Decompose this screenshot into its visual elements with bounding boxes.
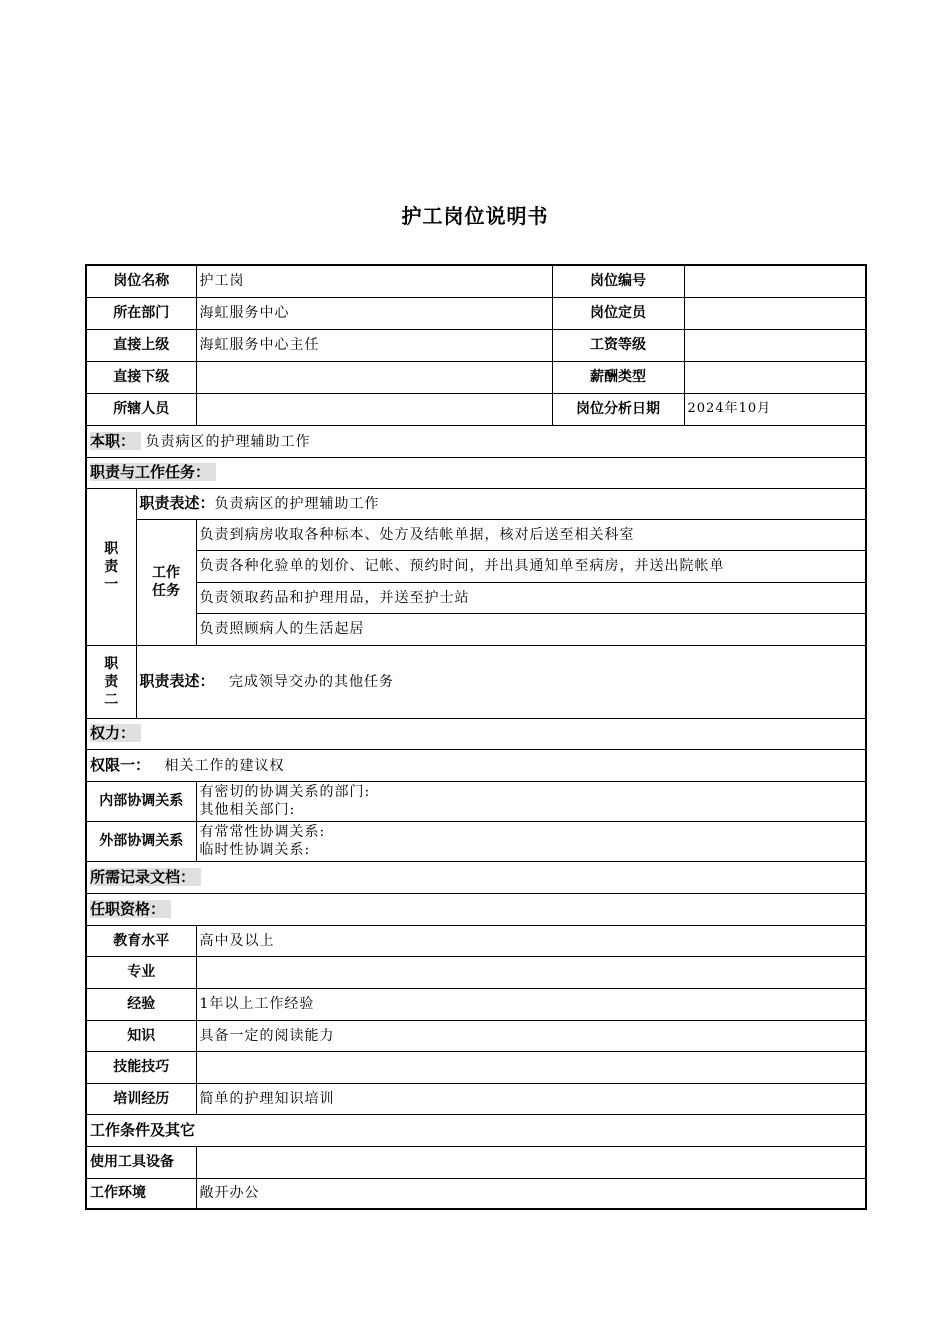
job-description-table: [85, 264, 867, 1210]
dept-label: 所在部门: [86, 297, 196, 329]
row-education: [86, 925, 866, 956]
r1-label-char: 责: [104, 558, 119, 575]
row-authority-header: [86, 718, 866, 749]
row-conditions-header: [86, 1114, 866, 1146]
row-r1-desc: [86, 488, 866, 519]
row-post-name: [86, 265, 866, 297]
skills-label: 技能技巧: [86, 1051, 196, 1083]
environment-value: 敞开办公: [196, 1178, 866, 1209]
qualifications-header-cell: [86, 893, 866, 925]
quota-value: [684, 297, 866, 329]
external-coordination-cell: [196, 821, 866, 861]
training-label: 培训经历: [86, 1083, 196, 1114]
row-major: [86, 956, 866, 988]
subordinate-label: 直接下级: [86, 361, 196, 393]
duty-label: 本职：: [90, 432, 141, 450]
internal-coordination-line: 有密切的协调关系的部门:: [199, 784, 371, 800]
authority-limit-text: 相关工作的建议权: [164, 757, 285, 774]
superior-value: 海虹服务中心主任: [196, 329, 552, 361]
superior-label: 直接上级: [86, 329, 196, 361]
row-r1-task: [86, 613, 866, 645]
r1-label-char: 一: [104, 576, 119, 593]
row-r1-task: [86, 519, 866, 550]
external-coordination-label: 外部协调关系: [86, 821, 196, 861]
staff-value: [196, 393, 552, 425]
external-coordination-line: 有常常性协调关系:: [199, 824, 326, 840]
qualifications-header: 任职资格：: [90, 900, 171, 918]
tools-value: [196, 1146, 866, 1178]
r1-tasks-label: [136, 519, 196, 645]
r2-desc-label: 职责表述：: [139, 672, 215, 690]
row-training: [86, 1083, 866, 1114]
row-qualifications-header: [86, 893, 866, 925]
experience-value: 1年以上工作经验: [196, 988, 866, 1020]
wage-grade-label: 工资等级: [552, 329, 684, 361]
r1-task-item: 负责到病房收取各种标本、处方及结帐单据，核对后送至相关科室: [196, 519, 866, 550]
r2-label-char: 二: [104, 691, 119, 708]
row-dept: [86, 297, 866, 329]
row-duty: [86, 425, 866, 457]
r1-task-item: 负责领取药品和护理用品，并送至护士站: [196, 582, 866, 613]
quota-label: 岗位定员: [552, 297, 684, 329]
knowledge-value: 具备一定的阅读能力: [196, 1020, 866, 1051]
row-external-coordination: [86, 821, 866, 861]
r1-desc-label: 职责表述：: [139, 494, 215, 512]
r2-desc-text: 完成领导交办的其他任务: [228, 674, 394, 690]
external-coordination-line: 临时性协调关系:: [199, 842, 311, 858]
authority-limit-cell: [86, 749, 866, 781]
duty-cell: [86, 425, 866, 457]
internal-coordination-line: 其他相关部门:: [199, 802, 296, 818]
r1-desc-text: 负责病区的护理辅助工作: [214, 496, 380, 512]
pay-type-label: 薪酬类型: [552, 361, 684, 393]
authority-header: 权力：: [90, 724, 141, 742]
tools-label: 使用工具设备: [86, 1146, 196, 1178]
r1-task-item: 负责各种化验单的划价、记帐、预约时间，并出具通知单至病房，并送出院帐单: [196, 550, 866, 582]
row-tools: [86, 1146, 866, 1178]
skills-value: [196, 1051, 866, 1083]
post-code-label: 岗位编号: [552, 265, 684, 297]
responsibilities-header-cell: [86, 457, 866, 488]
education-value: 高中及以上: [196, 925, 866, 956]
pay-type-value: [684, 361, 866, 393]
environment-label: 工作环境: [86, 1178, 196, 1209]
row-responsibilities-header: [86, 457, 866, 488]
row-superior: [86, 329, 866, 361]
r1-task-item: 负责照顾病人的生活起居: [196, 613, 866, 645]
row-r1-task: [86, 582, 866, 613]
r2-label-char: 责: [104, 673, 119, 690]
staff-label: 所辖人员: [86, 393, 196, 425]
dept-value: 海虹服务中心: [196, 297, 552, 329]
row-staff: [86, 393, 866, 425]
row-environment: [86, 1178, 866, 1209]
r2-desc-cell: [136, 645, 866, 718]
post-name-value: 护工岗: [196, 265, 552, 297]
education-label: 教育水平: [86, 925, 196, 956]
analysis-date-label: 岗位分析日期: [552, 393, 684, 425]
experience-label: 经验: [86, 988, 196, 1020]
r1-tasks-label-line: 任务: [152, 583, 180, 599]
r1-tasks-label-line: 工作: [152, 565, 180, 581]
major-label: 专业: [86, 956, 196, 988]
r2-label: [86, 645, 136, 718]
r1-desc-cell: [136, 488, 866, 519]
row-r2: [86, 645, 866, 718]
internal-coordination-label: 内部协调关系: [86, 781, 196, 821]
row-knowledge: [86, 1020, 866, 1051]
wage-grade-value: [684, 329, 866, 361]
r1-label: [86, 488, 136, 645]
authority-header-cell: [86, 718, 866, 749]
knowledge-label: 知识: [86, 1020, 196, 1051]
analysis-date-value: 2024年10月: [684, 393, 866, 425]
row-authority-limit: [86, 749, 866, 781]
row-skills: [86, 1051, 866, 1083]
row-r1-task: [86, 550, 866, 582]
responsibilities-header: 职责与工作任务：: [90, 463, 216, 481]
training-value: 简单的护理知识培训: [196, 1083, 866, 1114]
post-code-value: [684, 265, 866, 297]
row-experience: [86, 988, 866, 1020]
post-name-label: 岗位名称: [86, 265, 196, 297]
major-value: [196, 956, 866, 988]
conditions-header-cell: [86, 1114, 866, 1146]
r1-label-char: 职: [104, 540, 119, 557]
records-header: 所需记录文档：: [90, 868, 201, 886]
internal-coordination-cell: [196, 781, 866, 821]
r2-label-char: 职: [104, 655, 119, 672]
row-internal-coordination: [86, 781, 866, 821]
conditions-header: 工作条件及其它: [90, 1120, 196, 1139]
records-header-cell: [86, 861, 866, 893]
page-title: 护工岗位说明书: [401, 204, 549, 228]
authority-limit-label: 权限一：: [90, 755, 151, 774]
row-records-header: [86, 861, 866, 893]
subordinate-value: [196, 361, 552, 393]
row-subordinate: [86, 361, 866, 393]
duty-text: 负责病区的护理辅助工作: [145, 433, 311, 450]
